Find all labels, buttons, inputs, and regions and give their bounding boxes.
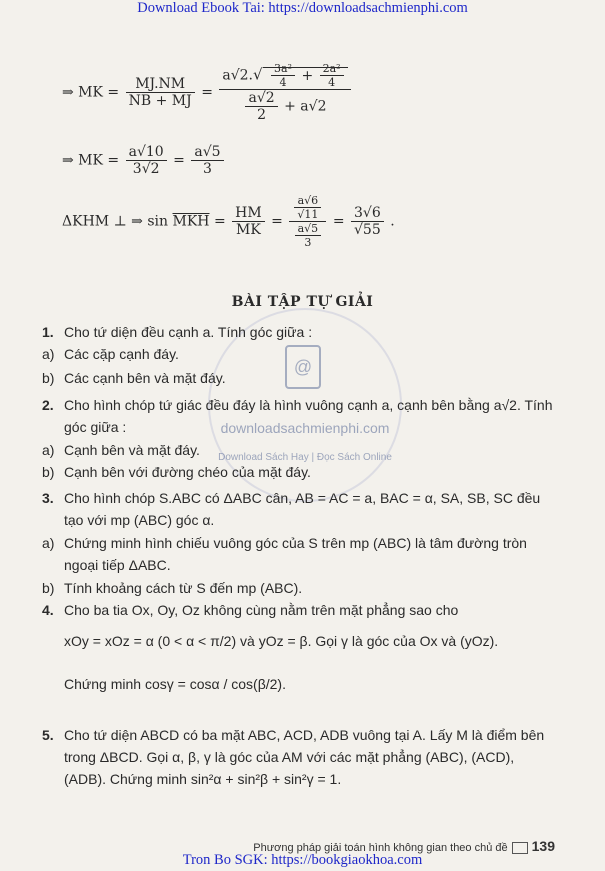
exercise-1a: a) Các cặp cạnh đáy. xyxy=(42,346,179,362)
exercise-3b: b) Tính khoảng cách từ S đến mp (ABC). xyxy=(42,580,303,596)
section-title: BÀI TẬP TỰ GIẢI xyxy=(231,294,374,310)
footer-link[interactable]: Tron Bo SGK: https://bookgiaokhoa.com xyxy=(182,852,423,868)
page-number: 139 xyxy=(531,838,555,854)
notebook-icon: @ xyxy=(285,345,321,389)
exercise-2a: a) Cạnh bên và mặt đáy. xyxy=(42,442,200,458)
exercise-1: 1. Cho tứ diện đều cạnh a. Tính góc giữa : xyxy=(42,324,313,340)
exercise-3a: a) Chứng minh hình chiếu vuông góc của S trên mp (ABC) là tâm đường tròn ngoại tiếp ΔABC. xyxy=(42,535,527,573)
exercise-3: 3. Cho hình chóp S.ABC có ΔABC cân, AB = AC = a, BAC = α, SA, SB, SC đều tạo với mp (ABC) góc α. xyxy=(42,490,541,528)
exercise-2: 2. Cho hình chóp tứ giác đều đáy là hình vuông cạnh a, cạnh bên bằng a√2. Tính góc giữa : xyxy=(42,397,553,435)
exercise-2b: b) Cạnh bên với đường chéo của mặt đáy. xyxy=(42,464,311,480)
watermark-tagline: Download Sách Hay | Đọc Sách Online xyxy=(218,452,392,463)
math-line-2: ⇒ MK = $\frac{a√10}{3√2}$ = $\frac{a√5}{3}$ xyxy=(62,144,226,177)
exercise-5: 5. Cho tứ diện ABCD có ba mặt ABC, ACD, ADB vuông tại A. Lấy M là điểm bên trong ΔBCD. Gọi α, β, γ là góc của AM với các mặt phẳng (ABC), (ACD), (ADB). Chứng minh sin²α + sin²β + sin²γ = 1. xyxy=(42,727,545,787)
watermark-site: downloadsachmienphi.com xyxy=(220,420,390,436)
math-line-3: ΔKHM ⊥ ⇒ $\sin \overline{MKH}$ = $\frac{HM}{MK}$ = $\frac{\frac{a√6}{√11}}{\frac{a√5}{3}}$ = $\frac{3√6}{√55}$ . xyxy=(62,194,395,249)
exercise-4-line3: Chứng minh cosγ = cosα / cos(β/2). xyxy=(64,676,286,692)
math-line-1: ⇒ MK = $\frac{MJ.NM}{NB + MJ}$ = a√2.√ $\frac{\text{3a²}}{4}$ + $\frac{\text{2a²}}{4}$ $\frac{a√2}{2}$ + a√2 xyxy=(62,62,353,123)
header-link[interactable]: Download Ebook Tai: https://downloadsachmienphi.com xyxy=(137,0,468,16)
page-footer: Phương pháp giải toán hình không gian theo chủ đề 139 xyxy=(253,838,555,854)
exercise-4: 4. Cho ba tia Ox, Oy, Oz không cùng nằm trên mặt phẳng sao cho xyxy=(42,602,459,618)
exercise-4-line2: xOy = xOz = α (0 < α < π/2) và yOz = β. Gọi γ là góc của Ox và (yOz). xyxy=(64,633,499,649)
exercise-1b: b) Các cạnh bên và mặt đáy. xyxy=(42,370,226,386)
